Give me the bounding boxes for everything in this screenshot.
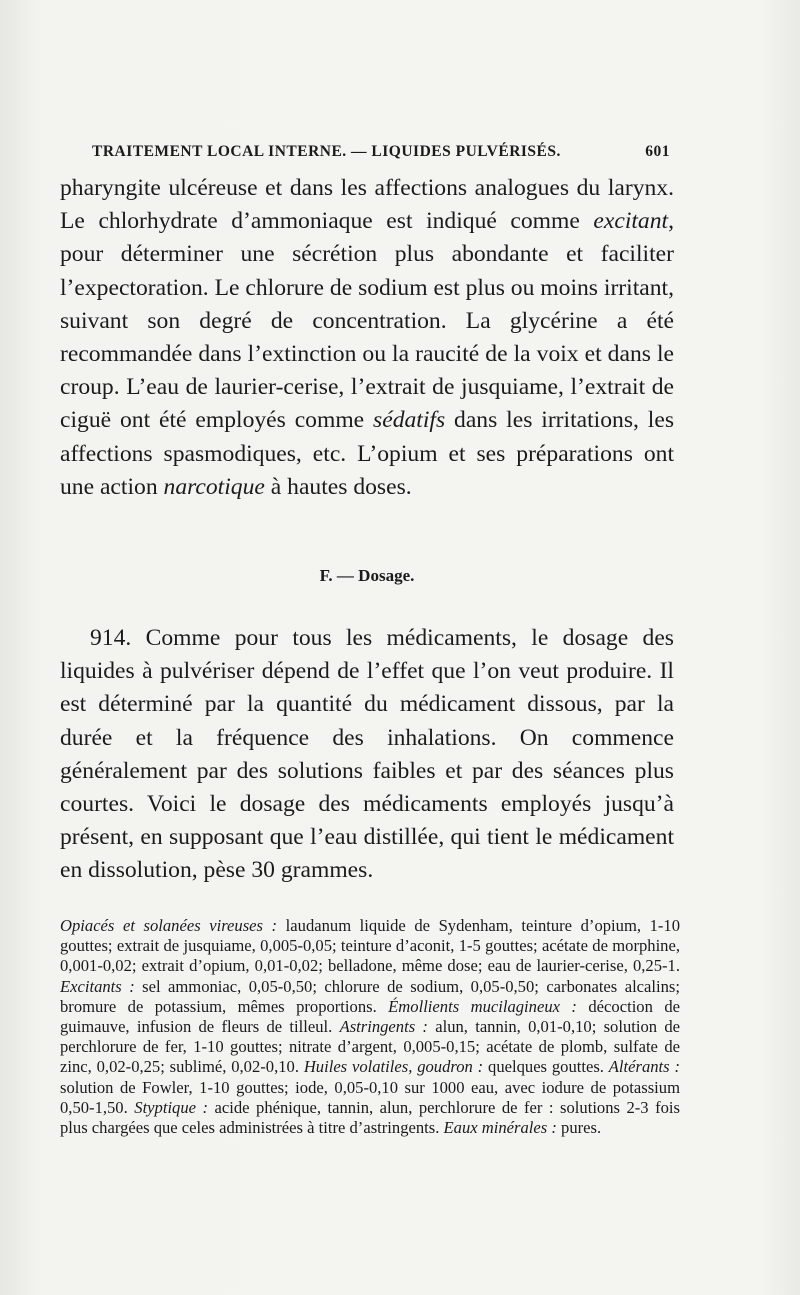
italic-term: Altérants : xyxy=(608,1057,680,1077)
text-run: alun, tannin, 0,01-0,10; solution de perchlorure de fer, 1-10 gouttes; nitrate d’argent, 0,005-0,15; acétate de plomb, sulfate de zinc, 0,02-0,25; sublimé, 0,02-0,10. xyxy=(60,1017,680,1077)
italic-term: sédatifs xyxy=(373,407,446,434)
text-run: décoction de guimauve, infusion de fleurs de tilleul. xyxy=(60,996,680,1037)
page-number: 601 xyxy=(645,143,670,160)
text-run: laudanum liquide de Sydenham, teinture d’opium, 1-10 gouttes; extrait de jusquiame, 0,005-0,05; teinture d’aconit, 1-5 gouttes; acétate de morphine, 0,001-0,02; extrait d’opium, 0,01-0,02; belladone, même dose; eau de laurier-cerise, 0,25-1. xyxy=(60,916,680,976)
running-header xyxy=(92,143,670,161)
section-title: F. — Dosage. xyxy=(319,566,415,585)
paragraph-number: 914. xyxy=(90,625,132,651)
text-run: , pour déterminer une sécrétion plus abondante et faciliter l’expectoration. Le chlorure de sodium est plus ou moins irritant, suivant son degré de concentration. La glycérine a été recommandée dans l’extinction ou la raucité de la voix et dans le croup. L’eau de laurier-cerise, l’extrait de jusquiame, l’extrait de ciguë ont été employés comme xyxy=(60,208,674,434)
text-run: pures. xyxy=(556,1118,602,1138)
paragraph-914 xyxy=(60,622,674,888)
italic-term: Astringents : xyxy=(339,1017,428,1037)
running-title: TRAITEMENT LOCAL INTERNE. — LIQUIDES PULVÉRISÉS. xyxy=(92,143,561,160)
paragraph-1 xyxy=(60,172,674,504)
italic-term: Excitants : xyxy=(60,976,135,996)
text-run: dans les irritations, les affections spasmodiques, etc. L’opium et ses préparations ont une action xyxy=(60,407,674,500)
text-run: pharyngite ulcéreuse et dans les affections analogues du larynx. Le chlorhydrate d’ammoniaque est indiqué comme xyxy=(60,175,674,235)
italic-term: Huiles volatiles, goudron : xyxy=(303,1057,484,1077)
italic-term: excitant xyxy=(593,208,669,235)
italic-term: narcotique xyxy=(163,473,265,500)
italic-term: Styptique : xyxy=(134,1097,209,1117)
paragraph-text: Comme pour tous les médicaments, le dosage des liquides à pulvériser dépend de l’effet que l’on veut produire. Il est déterminé par la quantité du médicament dissous, par la durée et la fréquence des inhalations. On commence généralement par des solutions faibles et par des séances plus courtes. Voici le dosage des médicaments employés jusqu’à présent, en supposant que l’eau distillée, qui tient le médicament en dissolution, pèse 30 grammes. xyxy=(60,625,674,884)
italic-term: Émollients mucilagineux : xyxy=(388,996,577,1016)
text-run: à hautes doses. xyxy=(264,473,412,500)
text-run: solution de Fowler, 1-10 gouttes; iode, 0,05-0,10 sur 1000 eau, avec iodure de potassium 0,50-1,50. xyxy=(60,1077,680,1117)
dosage-list xyxy=(60,916,680,1138)
text-run: acide phénique, tannin, alun, perchlorure de fer : solutions 2-3 fois plus chargées que celes administrées à titre d’astringents. xyxy=(60,1097,680,1138)
paragraph-continuation xyxy=(60,172,674,504)
italic-term: Opiacés et solanées vireuses : xyxy=(60,916,278,935)
text-run: sel ammoniac, 0,05-0,50; chlorure de sodium, 0,05-0,50; carbonates alcalins; bromure de potassium, mêmes proportions. xyxy=(60,976,680,1016)
text-run: quelques gouttes. xyxy=(483,1057,609,1077)
italic-term: Eaux minérales : xyxy=(443,1118,557,1138)
